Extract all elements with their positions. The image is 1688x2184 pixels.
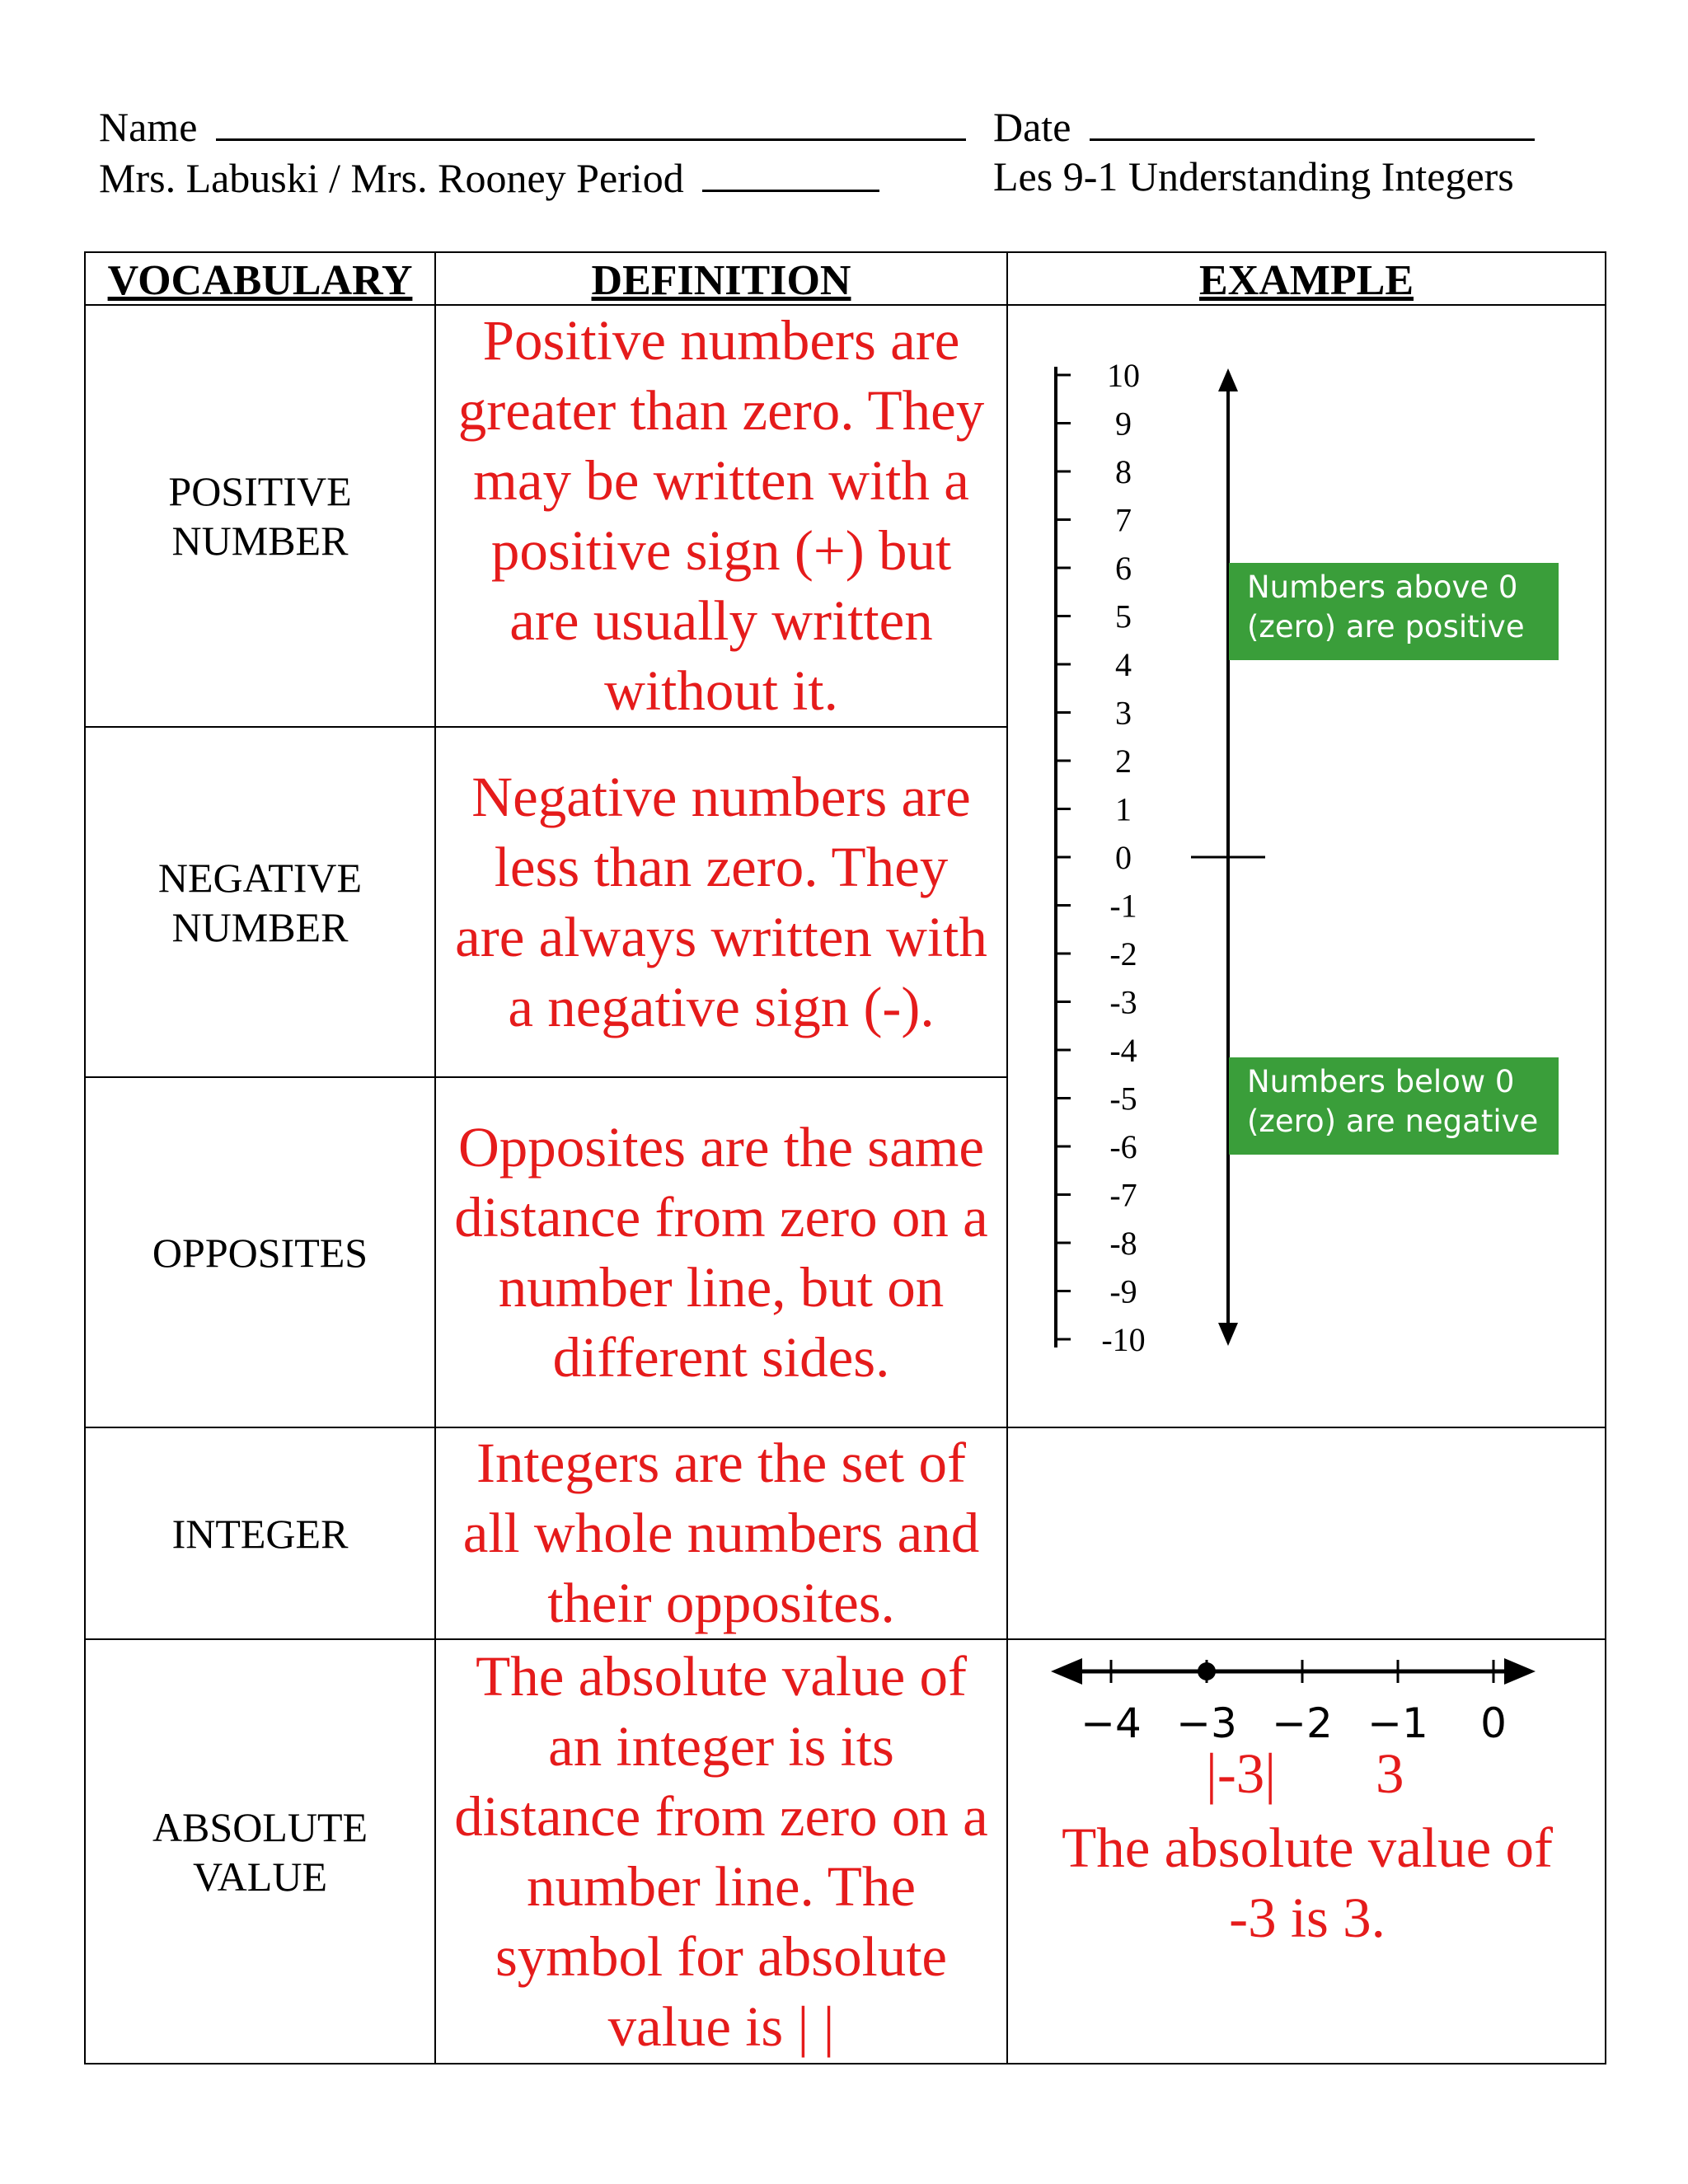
name-field[interactable] — [216, 101, 966, 141]
tick-label: −2 — [1272, 1699, 1333, 1747]
tick-label: −4 — [1081, 1699, 1142, 1747]
table-row — [85, 1639, 1606, 2064]
down-arrowhead — [1218, 1323, 1238, 1346]
definition-positive-number: Positive numbers are greater than zero. They may be written with a positive sign (+) but are usually written without it. — [435, 305, 1007, 727]
definition-negative-number: Negative numbers are less than zero. They are always written with a negative sign (-). — [435, 727, 1007, 1077]
ruler-tick-label: 1 — [1115, 790, 1132, 828]
ruler-tick-label: 2 — [1115, 743, 1132, 780]
definition-integer: Integers are the set of all whole numbers and their opposites. — [435, 1427, 1007, 1639]
date-field[interactable] — [1090, 101, 1535, 141]
ruler-tick-label: -8 — [1109, 1225, 1137, 1262]
ruler-tick-label: -10 — [1101, 1321, 1146, 1358]
positive-note: Numbers above 0 (zero) are positive — [1229, 563, 1559, 660]
example-integer — [1007, 1427, 1606, 1639]
teacher-period-label: Mrs. Labuski / Mrs. Rooney Period — [99, 155, 684, 201]
table-header-row — [85, 252, 1606, 305]
teacher-period-line — [99, 152, 879, 203]
up-arrowhead — [1218, 368, 1238, 391]
column-header-vocabulary: VOCABULARY — [85, 252, 435, 305]
ruler-tick-label: 3 — [1115, 694, 1132, 732]
absolute-expression: |-3| — [1206, 1742, 1277, 1805]
right-arrowhead — [1504, 1658, 1536, 1685]
column-header-definition: DEFINITION — [435, 252, 1007, 305]
definition-opposites: Opposites are the same distance from zero on a number line, but on different sides. — [435, 1077, 1007, 1427]
term-absolute-value: ABSOLUTE VALUE — [85, 1639, 435, 2064]
absolute-sentence: The absolute value of -3 is 3. — [1062, 1816, 1553, 1949]
tick-label: 0 — [1480, 1699, 1507, 1747]
ruler-tick-label: -1 — [1109, 887, 1137, 925]
ruler-tick-label: -4 — [1109, 1032, 1137, 1069]
table-row — [85, 1427, 1606, 1639]
marked-point — [1198, 1662, 1216, 1680]
term-negative-number: NEGATIVE NUMBER — [85, 727, 435, 1077]
ruler-tick-label: 7 — [1115, 501, 1132, 539]
definition-absolute-value: The absolute value of an integer is its distance from zero on a number line. The symbol for absolute value is | | — [435, 1639, 1007, 2064]
example-absolute-value — [1007, 1639, 1606, 2064]
tick-label: −1 — [1367, 1699, 1428, 1747]
date-label: Date — [993, 104, 1071, 150]
ruler-tick-label: -9 — [1109, 1272, 1137, 1310]
absolute-result: 3 — [1376, 1742, 1404, 1805]
term-positive-number: POSITIVE NUMBER — [85, 305, 435, 727]
negative-note: Numbers below 0 (zero) are negative — [1229, 1057, 1559, 1155]
left-arrowhead — [1051, 1658, 1082, 1685]
ruler-tick-label: 5 — [1115, 598, 1132, 635]
term-opposites: OPPOSITES — [85, 1077, 435, 1427]
vocabulary-table — [84, 251, 1606, 2064]
date-line — [993, 101, 1535, 152]
ruler-tick-label: 0 — [1115, 839, 1132, 876]
ruler-tick-label: 8 — [1115, 453, 1132, 490]
ruler-tick-label: 9 — [1115, 405, 1132, 443]
lesson-title: Les 9-1 Understanding Integers — [993, 153, 1514, 199]
term-integer: INTEGER — [85, 1427, 435, 1639]
period-field[interactable] — [702, 152, 879, 192]
ruler-tick-label: 10 — [1107, 357, 1140, 394]
name-line — [99, 101, 966, 152]
ruler-tick-label: -7 — [1109, 1176, 1137, 1214]
horizontal-number-line — [1008, 1640, 1606, 1755]
example-vertical-number-line — [1007, 305, 1606, 1427]
vertical-number-line — [1008, 306, 1606, 1427]
column-header-example: EXAMPLE — [1007, 252, 1606, 305]
tick-label: −3 — [1176, 1699, 1237, 1747]
ruler-tick-label: -5 — [1109, 1080, 1137, 1118]
ruler-tick-label: -6 — [1109, 1128, 1137, 1165]
ruler-tick-label: 4 — [1115, 646, 1132, 683]
ruler-tick-label: -3 — [1109, 983, 1137, 1021]
table-row — [85, 305, 1606, 727]
ruler-tick-label: -2 — [1109, 935, 1137, 972]
ruler-tick-label: 6 — [1115, 550, 1132, 587]
name-label: Name — [99, 104, 198, 150]
